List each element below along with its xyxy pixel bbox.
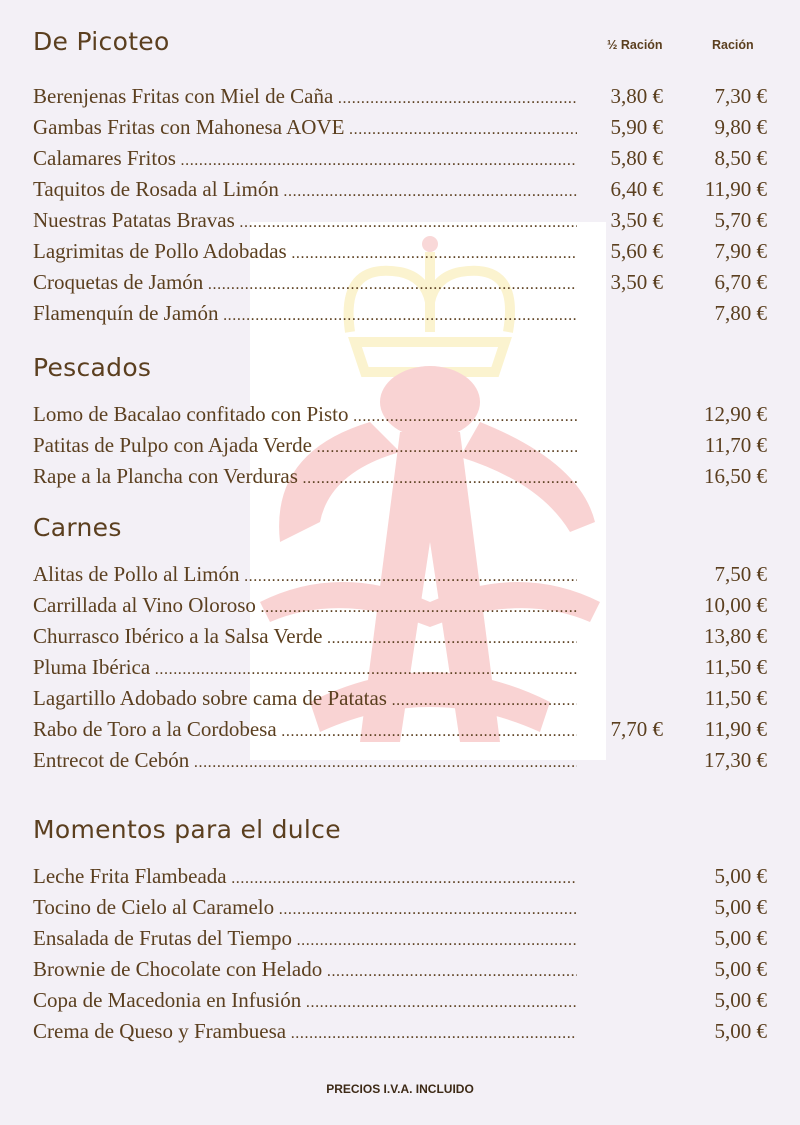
item-name: Calamares Fritos ..... (33, 143, 577, 176)
menu-item (0, 714, 800, 745)
section-header (0, 810, 800, 850)
portion-price: 5,70 € (714, 207, 767, 232)
portion-price: 7,50 € (714, 561, 767, 586)
menu-item (0, 954, 800, 985)
portion-price: 13,80 € (704, 623, 767, 648)
item-name: Lomo de Bacalao confitado con Pisto ..... (33, 399, 577, 432)
half-portion-price: 5,90 € (610, 114, 663, 139)
item-name: Lagrimitas de Pollo Adobadas ..... (33, 236, 577, 269)
item-name: Patitas de Pulpo con Ajada Verde ..... (33, 430, 577, 463)
half-portion-price: 5,80 € (610, 145, 663, 170)
menu-item (0, 652, 800, 683)
portion-price: 11,90 € (704, 176, 767, 201)
menu-section (0, 810, 800, 1047)
half-portion-price: 3,50 € (610, 207, 663, 232)
menu-item (0, 112, 800, 143)
portion-price: 5,00 € (714, 987, 767, 1012)
portion-header: Ración (712, 38, 754, 52)
portion-price: 17,30 € (704, 747, 767, 772)
menu-item (0, 621, 800, 652)
menu-item (0, 559, 800, 590)
menu-item (0, 985, 800, 1016)
menu-section (0, 348, 800, 492)
portion-price: 5,00 € (714, 863, 767, 888)
portion-price: 5,00 € (714, 956, 767, 981)
menu-item (0, 143, 800, 174)
portion-price: 5,00 € (714, 894, 767, 919)
item-name: Gambas Fritas con Mahonesa AOVE ..... (33, 112, 577, 145)
half-portion-header: ½ Ración (607, 38, 663, 52)
menu-item (0, 205, 800, 236)
section-header (0, 508, 800, 548)
menu-item (0, 81, 800, 112)
portion-price: 16,50 € (704, 463, 767, 488)
item-name: Churrasco Ibérico a la Salsa Verde ..... (33, 621, 577, 654)
menu-item (0, 399, 800, 430)
portion-price: 7,30 € (714, 83, 767, 108)
item-name: Entrecot de Cebón ..... (33, 745, 577, 778)
section-title: Carnes (33, 513, 122, 542)
portion-price: 7,90 € (714, 238, 767, 263)
menu-item (0, 892, 800, 923)
menu-item (0, 923, 800, 954)
half-portion-price: 3,50 € (610, 269, 663, 294)
portion-price: 12,90 € (704, 401, 767, 426)
portion-price: 11,50 € (704, 654, 767, 679)
item-name: Ensalada de Frutas del Tiempo ..... (33, 923, 577, 956)
item-name: Pluma Ibérica ..... (33, 652, 577, 685)
menu-section (0, 508, 800, 776)
item-name: Copa de Macedonia en Infusión ..... (33, 985, 577, 1018)
menu-item (0, 461, 800, 492)
portion-price: 7,80 € (714, 300, 767, 325)
half-portion-price: 6,40 € (610, 176, 663, 201)
portion-price: 5,00 € (714, 1018, 767, 1043)
item-name: Taquitos de Rosada al Limón ..... (33, 174, 577, 207)
portion-price: 9,80 € (714, 114, 767, 139)
item-name: Nuestras Patatas Bravas ..... (33, 205, 577, 238)
item-name: Croquetas de Jamón ..... (33, 267, 577, 300)
item-name: Lagartillo Adobado sobre cama de Patatas ..... (33, 683, 577, 716)
item-name: Carrillada al Vino Oloroso ..... (33, 590, 577, 623)
half-portion-price: 3,80 € (610, 83, 663, 108)
footer-note: PRECIOS I.V.A. INCLUIDO (326, 1082, 474, 1096)
menu-section (0, 22, 800, 329)
menu-item (0, 861, 800, 892)
section-header (0, 348, 800, 388)
menu-item (0, 298, 800, 329)
portion-price: 11,70 € (704, 432, 767, 457)
item-name: Rabo de Toro a la Cordobesa ..... (33, 714, 577, 747)
menu-item (0, 236, 800, 267)
item-name: Alitas de Pollo al Limón ..... (33, 559, 577, 592)
item-name: Leche Frita Flambeada ..... (33, 861, 577, 894)
portion-price: 6,70 € (714, 269, 767, 294)
menu-item (0, 590, 800, 621)
portion-price: 11,90 € (704, 716, 767, 741)
item-name: Brownie de Chocolate con Helado ..... (33, 954, 577, 987)
menu-item (0, 174, 800, 205)
section-title: Pescados (33, 353, 152, 382)
menu-item (0, 683, 800, 714)
item-name: Tocino de Cielo al Caramelo ..... (33, 892, 577, 925)
menu-item (0, 745, 800, 776)
item-name: Rape a la Plancha con Verduras ..... (33, 461, 577, 494)
menu-item (0, 430, 800, 461)
half-portion-price: 5,60 € (610, 238, 663, 263)
portion-price: 5,00 € (714, 925, 767, 950)
portion-price: 10,00 € (704, 592, 767, 617)
section-title: Momentos para el dulce (33, 815, 341, 844)
menu-item (0, 1016, 800, 1047)
item-name: Berenjenas Fritas con Miel de Caña ..... (33, 81, 577, 114)
section-title: De Picoteo (33, 27, 170, 56)
item-name: Crema de Queso y Frambuesa ..... (33, 1016, 577, 1049)
section-header (0, 22, 800, 62)
portion-price: 11,50 € (704, 685, 767, 710)
menu-item (0, 267, 800, 298)
portion-price: 8,50 € (714, 145, 767, 170)
half-portion-price: 7,70 € (610, 716, 663, 741)
item-name: Flamenquín de Jamón ..... (33, 298, 577, 331)
